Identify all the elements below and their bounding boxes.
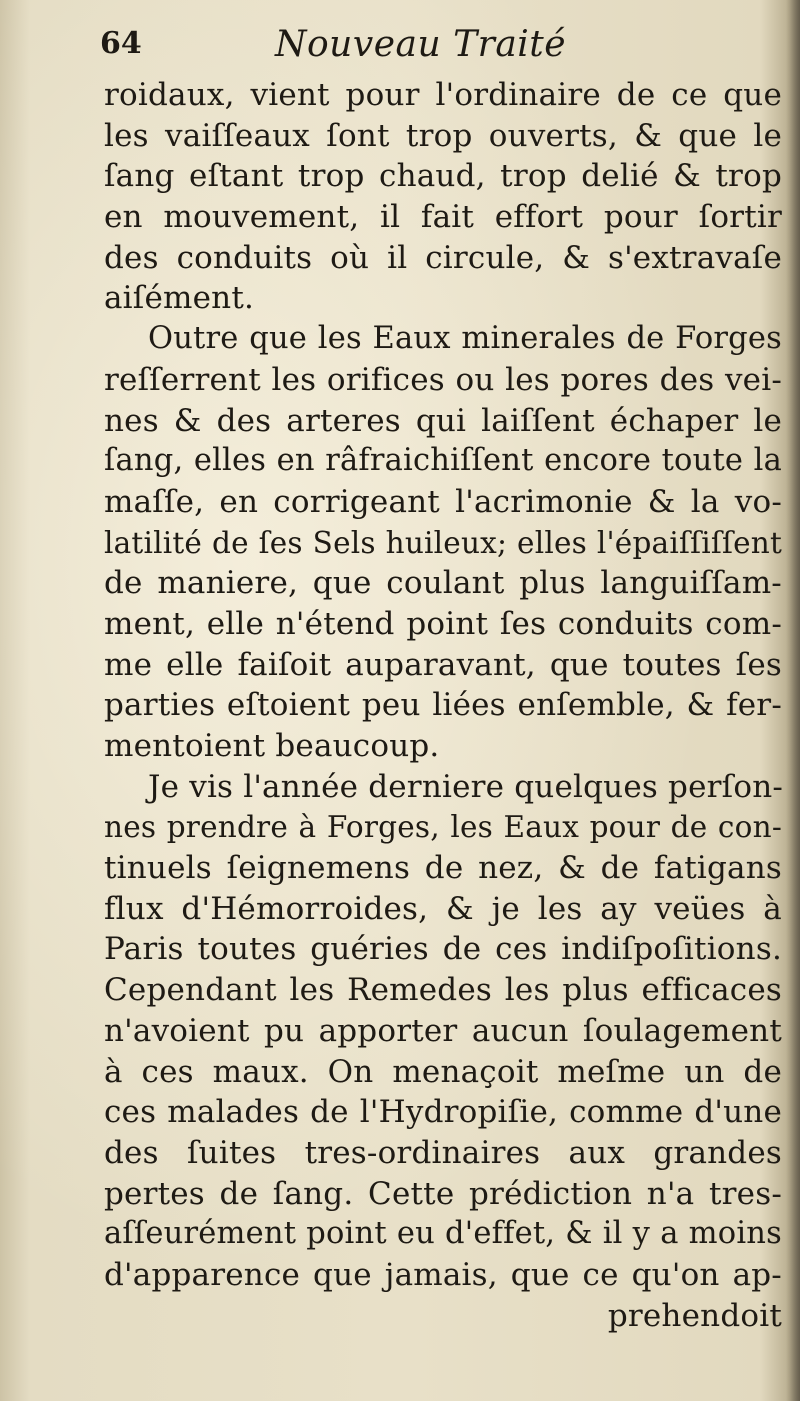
- page-header: [100, 26, 750, 78]
- text-line: roidaux, vient pour l'ordinaire de ce que: [104, 77, 782, 113]
- text-line: des conduits où il circule, & s'extravaſe: [104, 239, 782, 276]
- text-line: pertes de ſang. Cette prédiction n'a tres-: [104, 1175, 782, 1212]
- text-line: en mouvement, il fait effort pour ſortir: [104, 199, 782, 236]
- text-line: mentoient beaucoup.: [104, 728, 440, 764]
- text-line: ſang, elles en râfraichiſſent encore toute la: [104, 443, 782, 479]
- text-line: Je vis l'année derniere quelques perſon-: [148, 768, 784, 805]
- text-line: latilité de ſes Sels huileux; elles l'épaiſſiſſent: [104, 525, 782, 560]
- text-line: les vaiſſeaux ſont trop ouverts, & que le: [104, 117, 782, 154]
- text-line: d'apparence que jamais, que ce qu'on ap-: [104, 1256, 782, 1293]
- catchword: prehendoit: [607, 1297, 782, 1334]
- text-line: de maniere, que coulant plus languiſſam-: [104, 565, 782, 602]
- text-line: maſſe, en corrigeant l'acrimonie & la vo-: [104, 483, 782, 520]
- text-line: à ces maux. On menaçoit meſme un de: [104, 1053, 782, 1090]
- text-line: Outre que les Eaux minerales de Forges: [148, 321, 782, 357]
- text-line: me elle faiſoit auparavant, que toutes ſes: [104, 646, 782, 683]
- text-line: tinuels ſeignemens de nez, & de fatigans: [104, 850, 782, 887]
- text-line: parties eſtoient peu liées enſemble, & fer-: [104, 687, 782, 724]
- text-line: ſang eſtant trop chaud, trop delié & trop: [104, 158, 782, 195]
- text-line: ces malades de l'Hydropiſie, comme d'une: [104, 1094, 782, 1131]
- running-title: Nouveau Traité: [275, 24, 567, 65]
- text-line: ment, elle n'étend point ſes conduits com-: [104, 605, 782, 642]
- text-line: Cependant les Remedes les plus efficaces: [104, 972, 782, 1009]
- text-line: aſſeurément point eu d'effet, & il y a moins: [104, 1216, 782, 1252]
- text-line: nes prendre à Forges, les Eaux pour de con-: [104, 810, 782, 845]
- text-line: Paris toutes guéries de ces indiſpoſitions.: [104, 931, 782, 968]
- text-line: des ſuites tres-ordinaires aux grandes: [104, 1134, 782, 1171]
- text-line: reſſerrent les orifices ou les pores des vei-: [104, 361, 782, 398]
- text-line: n'avoient pu apporter aucun ſoulagement: [104, 1012, 782, 1049]
- page-number: 64: [100, 26, 142, 61]
- text-line: nes & des arteres qui laiſſent échaper le: [104, 402, 782, 439]
- text-line: aiſément.: [104, 280, 255, 317]
- text-line: flux d'Hémorroides, & je les ay veües à: [104, 890, 782, 927]
- body-text: [104, 75, 782, 1336]
